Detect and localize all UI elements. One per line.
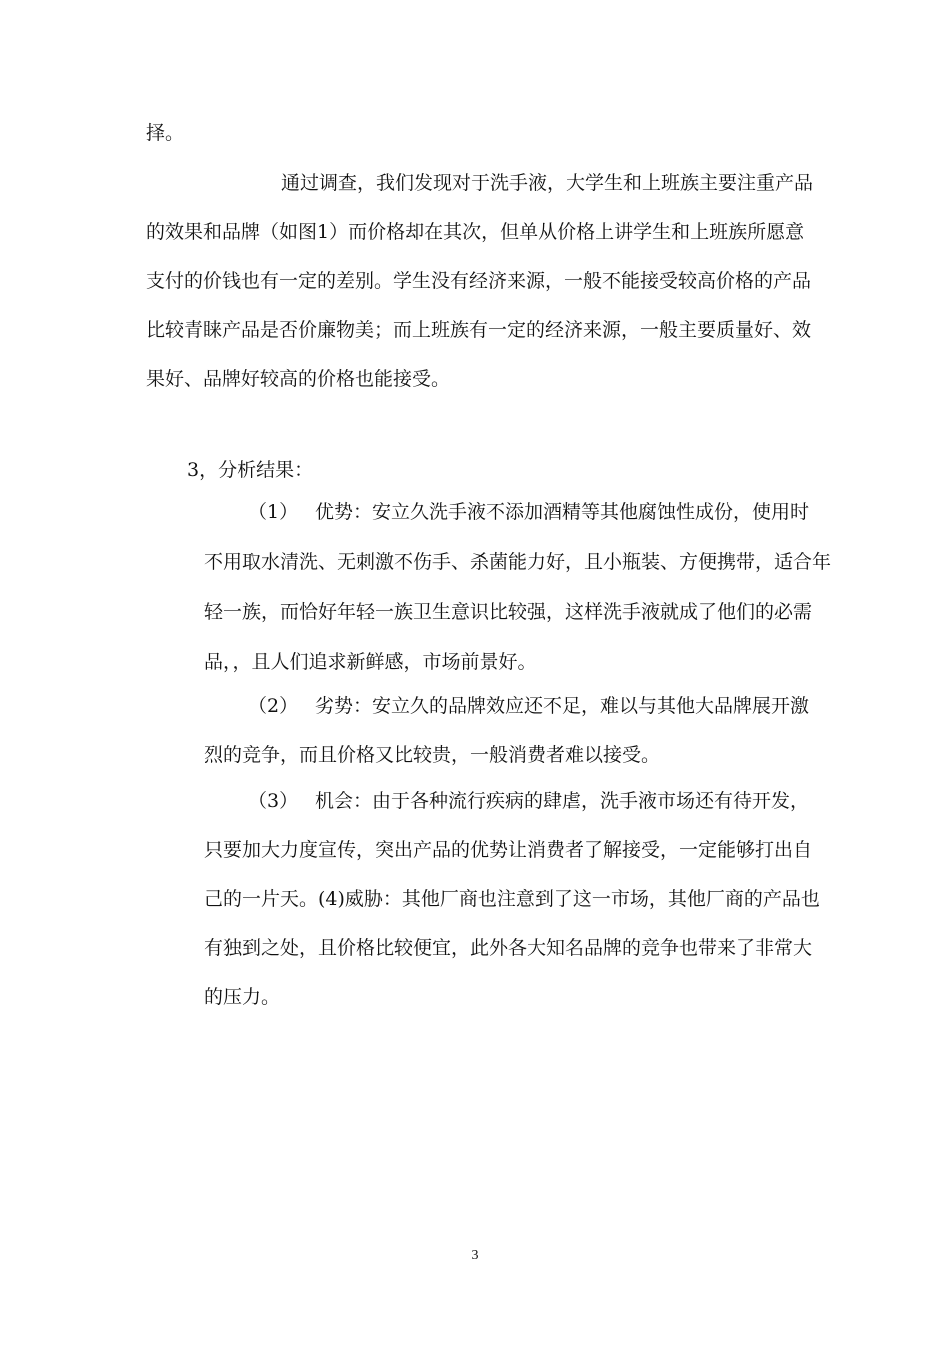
item-number: （3）	[248, 790, 299, 812]
paragraph-line: 比较青睐产品是否价廉物美；而上班族有一定的经济来源，一般主要质量好、效	[146, 319, 812, 341]
item-line: 轻一族，而恰好年轻一族卫生意识比较强，这样洗手液就成了他们的必需	[204, 601, 813, 623]
paragraph-line: 支付的价钱也有一定的差别。学生没有经济来源，一般不能接受较高价格的产品	[146, 270, 812, 292]
item-line: 机会：由于各种流行疾病的肆虐，洗手液市场还有待开发，	[315, 790, 810, 812]
item-line: 品，，且人们追求新鲜感，市场前景好。	[204, 651, 537, 673]
paragraph-line: 的效果和品牌（如图1）而价格却在其次，但单从价格上讲学生和上班族所愿意	[146, 221, 805, 243]
item-line: 的压力。	[204, 986, 281, 1008]
item-line: 己的一片天。(4)威胁：其他厂商也注意到了这一市场，其他厂商的产品也	[204, 888, 820, 910]
paragraph-line: 通过调查，我们发现对于洗手液，大学生和上班族主要注重产品	[281, 172, 814, 194]
item-number: （1）	[248, 501, 299, 523]
paragraph-line: 择。	[146, 122, 185, 144]
item-line: 劣势：安立久的品牌效应还不足，难以与其他大品牌展开激	[315, 695, 810, 717]
page-number: 3	[471, 1248, 479, 1263]
paragraph-line: 果好、品牌好较高的价格也能接受。	[146, 368, 451, 390]
item-line: 有独到之处，且价格比较便宜，此外各大知名品牌的竞争也带来了非常大	[204, 937, 813, 959]
item-line: 烈的竞争，而且价格又比较贵，一般消费者难以接受。	[204, 744, 661, 766]
item-number: （2）	[248, 695, 299, 717]
item-line: 不用取水清洗、无刺激不伤手、杀菌能力好，且小瓶装、方便携带，适合年	[204, 551, 832, 573]
item-line: 优势：安立久洗手液不添加酒精等其他腐蚀性成份，使用时	[315, 501, 810, 523]
section-heading: 3，分析结果：	[187, 459, 314, 481]
item-line: 只要加大力度宣传，突出产品的优势让消费者了解接受，一定能够打出自	[204, 839, 813, 861]
